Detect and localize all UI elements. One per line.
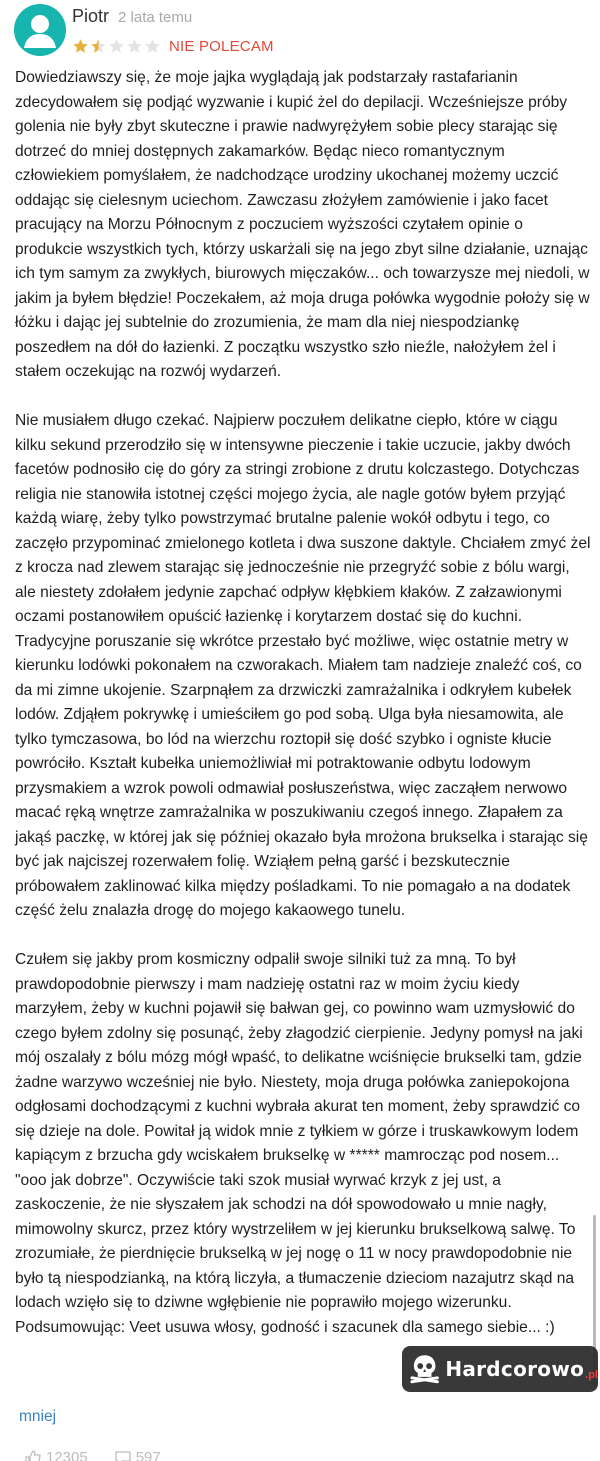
- review-summary: Podsumowując: Veet usuwa włosy, godność i szacunek dla samego siebie... :): [15, 1318, 555, 1336]
- watermark-text: Hardcorowo: [445, 1357, 585, 1381]
- skull-icon: [408, 1352, 441, 1386]
- review-body: [15, 66, 593, 1340]
- review-timestamp: 2 lata temu: [118, 9, 193, 26]
- star-empty-icon: [108, 38, 125, 55]
- rating-row: [72, 36, 274, 56]
- comment-icon: [114, 1449, 132, 1461]
- author-name[interactable]: Piotr: [72, 6, 110, 26]
- verdict-label: NIE POLECAM: [169, 37, 274, 55]
- comments-button[interactable]: [114, 1449, 161, 1461]
- star-empty-icon: [144, 38, 161, 55]
- star-rating: [72, 38, 161, 55]
- like-button[interactable]: [24, 1449, 88, 1461]
- review-paragraph: Dowiedziawszy się, że moje jajka wyglądają jak podstarzały rastafarianin zdecydowałem się podjąć wyzwanie i kupić żel do depilacji. Wcześniejsze próby golenia nie były zbyt skuteczne i prawie nadwyrężyłem sobie plecy starając się dotrzeć do mniej dostępnych zakamarków. Będąc nieco romantycznym człowiekiem pomyślałem, że nadchodzące urodziny ukochanej możemy uczcić oddając się cielesnym uciechom. Zawczasu złożyłem zamówienie i jako facet pracujący na Morzu Północnym z poczuciem wyższości czytałem opinie o produkcie wszystkich tych, którzy uskarżali się na jego zbyt silne działanie, uznając ich tym samym za zwykłych, biurowych mięczaków... och towarzysze mej niedoli, w jakim ja byłem błędzie! Poczekałem, aż moja druga połówka wygodnie położy się w łóżku i dając jej subtelnie do zrozumienia, że mam dla niej niespodziankę poszedłem na dół do łazienki. Z początku wszystko szło nieźle, nałożyłem żel i stałem oczekując na rozwój wydarzeń.: [15, 69, 590, 380]
- review-paragraph: Nie musiałem długo czekać. Najpierw poczułem delikatne ciepło, które w ciągu kilku sekund przerodziło się w intensywne pieczenie i takie uczucie, jakby dwóch facetów podnosiło cię do góry za stringi zrobione z drutu kolczastego. Dotychczas religia nie stanowiła istotnej części mojego życia, ale nagle gotów byłem przyjąć każdą wiarę, żeby tylko powstrzymać brutalne palenie wokół odbytu i tego, co zaczęło przypominać zmielonego kotleta i dwa suszone daktyle. Chciałem zmyć żel z krocza nad zlewem starając się jednocześnie nie przegryźć sobie z bólu wargi, ale niestety zdołałem jedynie zapchać odpływ kłębkiem kłaków. Z załzawionymi oczami postanowiłem opuścić łazienkę i korytarzem dostać się do kuchni. Tradycyjne poruszanie się wkrótce przestało być możliwe, więc ostatnie metry w kierunku lodówki pokonałem na czworakach. Miałem tam nadzieje znaleźć coś, co da mi zimne ukojenie. Szarpnąłem za drzwiczki zamrażalnika i odkryłem kubełek lodów. Zdjąłem pokrywkę i umieściłem go pod sobą. Ulga była niesamowita, ale tylko tymczasowa, bo lód na wierzchu roztopił się dość szybko i ogniste kłucie powróciło. Kształt kubełka uniemożliwiał mi potraktowanie odbytu lodowym przysmakiem a wzrok powoli odmawiał posłuszeństwa, więc zacząłem nerwowo macać ręką wnętrze zamrażalnika w poszukiwaniu czegoś innego. Złapałem za jakąś paczkę, w której jak się później okazało była mrożona brukselka i starając się być jak najciszej rozerwałem folię. Wziąłem pełną garść i bezskutecznie próbowałem zaklinować kilka między pośladkami. To nie pomagało a na dodatek część żelu znalazła drogę do mojego kakaowego tunelu.: [15, 412, 591, 919]
- star-empty-icon: [126, 38, 143, 55]
- review-footer: [24, 1449, 187, 1461]
- thumbs-up-icon: [24, 1449, 42, 1461]
- comment-count: 597: [135, 1449, 161, 1461]
- like-count: 12305: [46, 1449, 88, 1461]
- author-line: [72, 6, 192, 27]
- user-avatar-icon[interactable]: [14, 4, 66, 56]
- show-less-link[interactable]: mniej: [19, 1408, 57, 1425]
- watermark-tld: .pl: [585, 1369, 598, 1381]
- watermark-logo: [402, 1346, 598, 1392]
- star-half-icon: [90, 38, 107, 55]
- review-header: [14, 4, 586, 56]
- star-filled-icon: [72, 38, 89, 55]
- review-paragraph: Czułem się jakby prom kosmiczny odpalił swoje silniki tuż za mną. To był prawdopodobnie pierwszy i mam nadzieję ostatni raz w moim życiu kiedy marzyłem, żeby w kuchni pojawił się bałwan gej, co powinno wam uzmysłowić do czego byłem zdolny się posunąć, żeby złagodzić cierpienie. Jedyny pomysł na jaki mój oszalały z bólu mózg mógł wpaść, to delikatne wciśnięcie brukselki tam, gdzie żadne warzywo wcześniej nie było. Niestety, moja druga połówka zaniepokojona odgłosami dochodzącymi z kuchni wybrała akurat ten moment, żeby sprawdzić co się dzieje na dole. Powitał ją widok mnie z tyłkiem w górze i truskawkowym lodem kapiącym z brzucha gdy wciskałem brukselkę w ***** mamrocząc pod nosem... "ooo jak dobrze". Oczywiście taki szok musiał wyrwać krzyk z jej ust, a zaskoczenie, że nie słyszałem jak schodzi na dół spowodowało u mnie nagły, mimowolny skurcz, przez który wystrzeliłem w jej kierunku brukselkową salwę. To zrozumiałe, że pierdnięcie brukselką w jej nogę o 11 w nocy prawdopodobnie nie było tą niespodzianką, na którą liczyła, a tłumaczenie dzieciom nazajutrz skąd na lodach wzięło się to dziwne wgłębienie nie poprawiło mojego wizerunku.: [15, 951, 583, 1311]
